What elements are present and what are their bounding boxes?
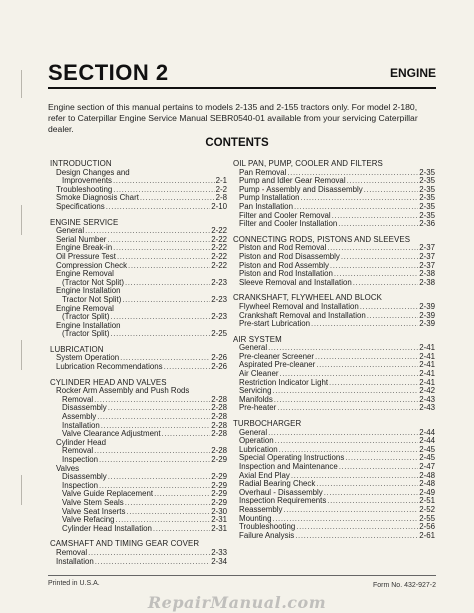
dot-leader bbox=[122, 296, 210, 305]
entry-page: 2-41 bbox=[419, 351, 435, 361]
contents-entry[interactable] bbox=[233, 532, 435, 541]
entry-page: 2-28 bbox=[211, 420, 227, 430]
entry-title: General bbox=[239, 427, 268, 437]
entry-page: 2-29 bbox=[211, 455, 227, 464]
dot-leader bbox=[324, 489, 418, 498]
entry-title: Inspection bbox=[62, 455, 98, 464]
entry-title: Piston and Rod Installation bbox=[239, 269, 333, 279]
entry-page: 2-36 bbox=[419, 219, 435, 229]
entry-title: Pan Installation bbox=[239, 201, 293, 211]
entry-title: Pre-start Lubrication bbox=[239, 319, 311, 329]
entry-page: 2-39 bbox=[419, 301, 435, 311]
entry-title: General bbox=[56, 226, 85, 236]
entry-title: Disassembly bbox=[62, 403, 107, 413]
entry-page: 2-43 bbox=[419, 403, 435, 413]
contents-group bbox=[233, 294, 435, 328]
dot-leader bbox=[125, 499, 211, 508]
entry-title: Engine Removal bbox=[56, 303, 114, 313]
entry-page: 2-23 bbox=[211, 277, 227, 287]
binding-mark bbox=[21, 205, 22, 235]
contents-left-column bbox=[50, 160, 227, 573]
entry-page: 2-26 bbox=[211, 353, 227, 363]
dot-leader bbox=[140, 194, 215, 203]
dot-leader bbox=[268, 429, 418, 438]
dot-leader bbox=[113, 244, 210, 253]
contents-group-heading: INTRODUCTION bbox=[50, 159, 112, 168]
dot-leader bbox=[111, 330, 211, 339]
entry-title: Pump and Idler Gear Removal bbox=[239, 176, 346, 186]
entry-page: 2-22 bbox=[211, 243, 227, 253]
entry-page: 2-29 bbox=[211, 489, 227, 499]
dot-leader bbox=[364, 186, 419, 195]
entry-title: General bbox=[239, 343, 268, 353]
entry-title: Crankshaft Removal and Installation bbox=[239, 310, 366, 320]
section-header bbox=[48, 60, 436, 84]
dot-leader bbox=[327, 244, 418, 253]
entry-title: Oil Pressure Test bbox=[56, 251, 116, 261]
entry-title: Reassembly bbox=[239, 504, 283, 514]
entry-title: Axial End Play bbox=[239, 470, 290, 480]
entry-page: 2-35 bbox=[419, 167, 435, 177]
dot-leader bbox=[99, 456, 210, 465]
entry-title: Engine Installation bbox=[56, 320, 121, 330]
entry-title: Failure Analysis bbox=[239, 530, 295, 540]
contents-group bbox=[233, 336, 435, 413]
dot-leader bbox=[301, 194, 419, 203]
dot-leader bbox=[330, 262, 418, 271]
dot-leader bbox=[311, 320, 418, 329]
contents-right-column bbox=[233, 160, 435, 547]
contents-entry[interactable] bbox=[233, 220, 435, 229]
watermark: RepairManual.com bbox=[147, 593, 327, 612]
dot-leader bbox=[125, 279, 210, 288]
entry-page: 2-22 bbox=[211, 260, 227, 270]
entry-page: 2-35 bbox=[419, 193, 435, 203]
dot-leader bbox=[154, 490, 210, 499]
contents-group bbox=[50, 160, 227, 212]
entry-title: Pre-cleaner Screener bbox=[239, 351, 314, 361]
entry-title: Assembly bbox=[62, 412, 97, 422]
entry-title: Engine Break-in bbox=[56, 243, 113, 253]
contents-entry[interactable] bbox=[50, 203, 227, 212]
dot-leader bbox=[367, 312, 418, 321]
entry-title: Installation bbox=[62, 420, 100, 430]
entry-page: 2-31 bbox=[211, 523, 227, 533]
printed-note: Printed in U.S.A. bbox=[48, 580, 100, 587]
dot-leader bbox=[338, 220, 418, 229]
entry-title: Specifications bbox=[56, 201, 105, 211]
entry-title: Filter and Cooler Removal bbox=[239, 210, 331, 220]
entry-page: 2-31 bbox=[211, 515, 227, 525]
dot-leader bbox=[327, 497, 418, 506]
contents-entry[interactable] bbox=[50, 525, 227, 534]
dot-leader bbox=[339, 463, 419, 472]
entry-title: Disassembly bbox=[62, 472, 107, 482]
entry-title: Pump Installation bbox=[239, 193, 300, 203]
dot-leader bbox=[164, 363, 211, 372]
entry-page: 2-22 bbox=[211, 234, 227, 244]
contents-title: CONTENTS bbox=[205, 137, 269, 149]
entry-title: Piston and Rod Removal bbox=[239, 243, 327, 253]
dot-leader bbox=[295, 532, 418, 541]
dot-leader bbox=[126, 508, 210, 517]
entry-title: Improvements bbox=[62, 176, 112, 186]
contents-group-heading: CRANKSHAFT, FLYWHEEL AND BLOCK bbox=[233, 293, 383, 303]
contents-group-heading: CAMSHAFT AND TIMING GEAR COVER bbox=[50, 539, 200, 549]
entry-title: Overhaul - Disassembly bbox=[239, 487, 323, 497]
entry-title: Piston and Rod Disassembly bbox=[239, 251, 340, 261]
dot-leader bbox=[332, 212, 419, 221]
entry-title: Filter and Cooler Installation bbox=[239, 219, 338, 229]
contents-entry[interactable] bbox=[50, 330, 227, 339]
dot-leader bbox=[162, 430, 211, 439]
entry-title: Special Operating Instructions bbox=[239, 453, 345, 463]
binding-mark bbox=[21, 475, 22, 505]
contents-group bbox=[233, 160, 435, 229]
form-number: Form No. 432-927-2 bbox=[372, 582, 436, 589]
header-rule bbox=[48, 87, 436, 89]
dot-leader bbox=[360, 303, 418, 312]
entry-page: 2-2 bbox=[215, 184, 227, 194]
dot-leader bbox=[95, 558, 210, 567]
dot-leader bbox=[153, 525, 210, 534]
entry-page: 2-10 bbox=[211, 201, 227, 211]
entry-page: 2-29 bbox=[211, 480, 227, 490]
entry-title: Lubrication bbox=[239, 444, 278, 454]
entry-page: 2-49 bbox=[419, 487, 435, 497]
entry-title: (Tractor Not Split) bbox=[62, 277, 124, 287]
contents-entry[interactable] bbox=[50, 558, 227, 567]
dot-leader bbox=[108, 473, 210, 482]
entry-page: 2-23 bbox=[211, 294, 227, 304]
dot-leader bbox=[107, 236, 210, 245]
dot-leader bbox=[345, 454, 418, 463]
dot-leader bbox=[113, 177, 215, 186]
entry-title: Compression Check bbox=[56, 260, 128, 270]
entry-title: Cylinder Head Installation bbox=[62, 523, 152, 533]
entry-title: Inspection bbox=[62, 480, 98, 490]
entry-title: Tractor Not Split) bbox=[62, 294, 122, 304]
contents-group-heading: ENGINE SERVICE bbox=[50, 217, 119, 227]
entry-title: Mounting bbox=[239, 513, 272, 523]
entry-page: 2-1 bbox=[215, 176, 227, 186]
entry-page: 2-44 bbox=[419, 436, 435, 446]
entry-page: 2-28 bbox=[211, 429, 227, 439]
dot-leader bbox=[315, 353, 418, 362]
contents-group bbox=[233, 420, 435, 540]
entry-title: System Operation bbox=[56, 353, 120, 363]
dot-leader bbox=[296, 523, 418, 532]
entry-title: Piston and Rod Assembly bbox=[239, 260, 329, 270]
footer-rule bbox=[48, 575, 436, 576]
contents-entry[interactable] bbox=[233, 404, 435, 413]
contents-entry[interactable] bbox=[233, 279, 435, 288]
entry-page: 2-56 bbox=[419, 522, 435, 532]
contents-group bbox=[50, 379, 227, 534]
entry-page: 2-22 bbox=[211, 251, 227, 261]
entry-page: 2-26 bbox=[211, 362, 227, 372]
entry-page: 2-41 bbox=[419, 343, 435, 353]
entry-page: 2-35 bbox=[419, 176, 435, 186]
entry-title: Servicing bbox=[239, 386, 272, 396]
entry-page: 2-43 bbox=[419, 394, 435, 404]
entry-page: 2-51 bbox=[419, 496, 435, 506]
section-name: ENGINE bbox=[389, 66, 436, 80]
dot-leader bbox=[128, 262, 210, 271]
binding-mark bbox=[21, 340, 22, 370]
entry-title: Air Cleaner bbox=[239, 369, 279, 379]
contents-entry[interactable] bbox=[233, 320, 435, 329]
entry-page: 2-35 bbox=[419, 184, 435, 194]
contents-group bbox=[233, 236, 435, 288]
entry-page: 2-30 bbox=[211, 506, 227, 516]
entry-title: Flywheel Removal and Installation bbox=[239, 301, 359, 311]
dot-leader bbox=[88, 549, 210, 558]
entry-page: 2-25 bbox=[211, 329, 227, 339]
entry-title: Valve Clearance Adjustment bbox=[62, 429, 161, 439]
entry-page: 2-41 bbox=[419, 377, 435, 387]
entry-title: Troubleshooting bbox=[56, 184, 113, 194]
entry-title: Inspection and Maintenance bbox=[239, 462, 338, 471]
entry-page: 2-55 bbox=[419, 513, 435, 523]
dot-leader bbox=[97, 413, 210, 422]
entry-title: Removal bbox=[62, 446, 94, 456]
entry-page: 2-35 bbox=[419, 201, 435, 211]
entry-page: 2-61 bbox=[419, 530, 435, 540]
entry-page: 2-28 bbox=[211, 394, 227, 404]
entry-page: 2-37 bbox=[419, 260, 435, 270]
entry-page: 2-44 bbox=[419, 427, 435, 437]
entry-title: Installation bbox=[56, 556, 94, 566]
contents-group-heading: TURBOCHARGER bbox=[233, 419, 302, 429]
section-title: SECTION 2 bbox=[48, 60, 169, 85]
contents-group-heading: AIR SYSTEM bbox=[233, 334, 282, 344]
entry-page: 2-35 bbox=[419, 210, 435, 220]
entry-title: Design Changes and bbox=[56, 167, 130, 177]
entry-title: (Tractor Split) bbox=[62, 312, 110, 322]
entry-page: 2-28 bbox=[211, 403, 227, 413]
entry-title: Restriction Indicator Light bbox=[239, 377, 329, 387]
entry-title: Sleeve Removal and Installation bbox=[239, 277, 352, 287]
dot-leader bbox=[94, 447, 210, 456]
dot-leader bbox=[272, 387, 418, 396]
contents-group-heading: LUBRICATION bbox=[50, 344, 104, 354]
entry-title: Operation bbox=[239, 436, 274, 446]
entry-title: Removal bbox=[56, 547, 88, 557]
entry-page: 2-42 bbox=[419, 386, 435, 396]
dot-leader bbox=[316, 480, 418, 489]
entry-title: Smoke Diagnosis Chart bbox=[56, 193, 139, 203]
contents-group-heading: CONNECTING RODS, PISTONS AND SLEEVES bbox=[233, 234, 411, 244]
entry-title: Radial Bearing Check bbox=[239, 479, 316, 489]
entry-title: Valve Seat Inserts bbox=[62, 506, 126, 516]
entry-title: Valve Refacing bbox=[62, 515, 115, 525]
entry-page: 2-29 bbox=[211, 472, 227, 482]
entry-page: 2-38 bbox=[419, 277, 435, 287]
entry-page: 2-39 bbox=[419, 310, 435, 320]
dot-leader bbox=[108, 404, 210, 413]
entry-title: Serial Number bbox=[56, 234, 107, 244]
entry-page: 2-37 bbox=[419, 251, 435, 261]
entry-title: Pump - Assembly and Disassembly bbox=[239, 184, 363, 194]
entry-title: Engine Removal bbox=[56, 269, 114, 279]
entry-page: 2-37 bbox=[419, 243, 435, 253]
binding-mark bbox=[21, 70, 22, 98]
entry-page: 2-41 bbox=[419, 360, 435, 370]
entry-page: 2-38 bbox=[419, 269, 435, 279]
contents-group bbox=[50, 219, 227, 339]
contents-group-heading: CYLINDER HEAD AND VALVES bbox=[50, 377, 167, 387]
entry-title: Pre-heater bbox=[239, 403, 277, 413]
entry-page: 2-45 bbox=[419, 453, 435, 463]
dot-leader bbox=[283, 506, 418, 515]
entry-page: 2-47 bbox=[419, 462, 435, 471]
entry-title: (Tractor Split) bbox=[62, 329, 110, 339]
dot-leader bbox=[117, 253, 210, 262]
entry-page: 2-48 bbox=[419, 479, 435, 489]
dot-leader bbox=[111, 313, 211, 322]
dot-leader bbox=[275, 437, 419, 446]
entry-page: 2-34 bbox=[211, 556, 227, 566]
entry-title: Engine Installation bbox=[56, 286, 121, 296]
entry-page: 2-8 bbox=[215, 193, 227, 203]
entry-page: 2-41 bbox=[419, 369, 435, 379]
entry-title: Valves bbox=[56, 463, 80, 473]
entry-title: Valve Guide Replacement bbox=[62, 489, 154, 499]
entry-title: Manifolds bbox=[239, 394, 273, 404]
dot-leader bbox=[274, 396, 418, 405]
dot-leader bbox=[316, 361, 418, 370]
entry-page: 2-33 bbox=[211, 547, 227, 557]
entry-page: 2-29 bbox=[211, 497, 227, 507]
entry-page: 2-28 bbox=[211, 412, 227, 422]
entry-title: Pan Removal bbox=[239, 167, 287, 177]
entry-title: Valve Stem Seals bbox=[62, 497, 124, 507]
dot-leader bbox=[106, 203, 211, 212]
entry-page: 2-22 bbox=[211, 226, 227, 236]
dot-leader bbox=[353, 279, 418, 288]
contents-group-heading: OIL PAN, PUMP, COOLER AND FILTERS bbox=[233, 159, 383, 168]
dot-leader bbox=[341, 253, 418, 262]
contents-group bbox=[50, 540, 227, 566]
entry-title: Aspirated Pre-cleaner bbox=[239, 360, 316, 370]
entry-title: Rocker Arm Assembly and Push Rods bbox=[56, 386, 190, 396]
intro-paragraph: Engine section of this manual pertains to models 2-135 and 2-155 tractors only. For model 2-180, refer to Caterpillar Engine Service Manual SEBR0540-01 available from your servicing Caterpillar dealer. bbox=[48, 102, 418, 134]
dot-leader bbox=[277, 404, 418, 413]
contents-group bbox=[50, 346, 227, 372]
entry-title: Cylinder Head bbox=[56, 437, 106, 447]
entry-title: Troubleshooting bbox=[239, 522, 296, 532]
dot-leader bbox=[329, 379, 418, 388]
entry-title: Removal bbox=[62, 394, 94, 404]
entry-title: Lubrication Recommendations bbox=[56, 362, 163, 372]
entry-page: 2-23 bbox=[211, 312, 227, 322]
entry-page: 2-28 bbox=[211, 446, 227, 456]
entry-title: Inspection Requirements bbox=[239, 496, 327, 506]
entry-page: 2-39 bbox=[419, 319, 435, 329]
contents-entry[interactable] bbox=[50, 363, 227, 372]
entry-page: 2-45 bbox=[419, 444, 435, 454]
entry-page: 2-52 bbox=[419, 504, 435, 514]
entry-page: 2-48 bbox=[419, 470, 435, 480]
dot-leader bbox=[94, 396, 210, 405]
